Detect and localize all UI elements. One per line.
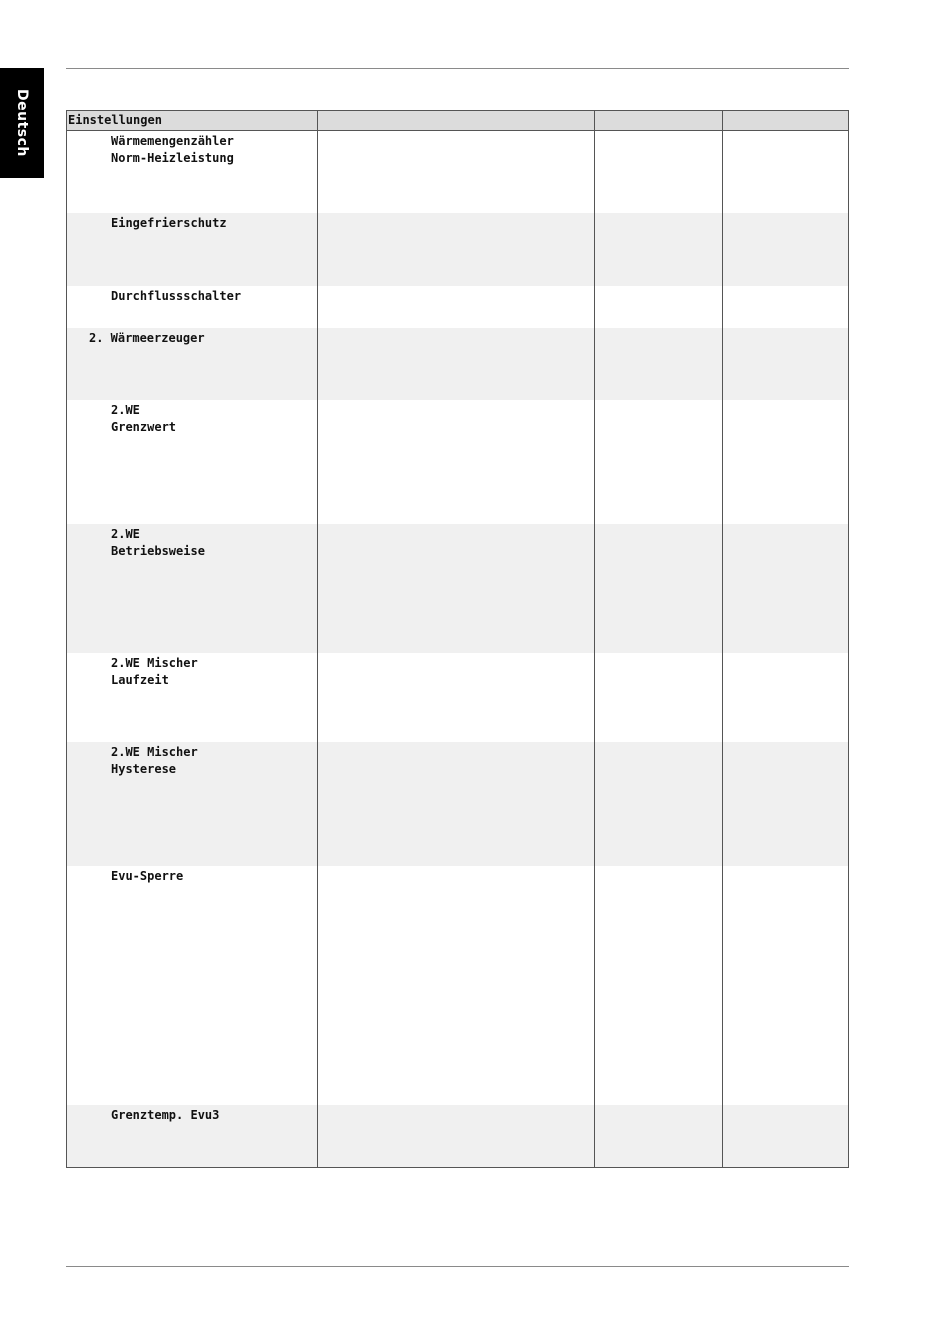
column-divider — [594, 111, 595, 1167]
table-row — [67, 328, 848, 400]
row-label: Eingefrierschutz — [111, 216, 227, 230]
table-row — [67, 400, 848, 524]
table-row — [67, 213, 848, 286]
table-row — [67, 1105, 848, 1167]
language-tab[interactable] — [0, 68, 44, 178]
row-label: 2. Wärmeerzeuger — [89, 331, 205, 345]
bottom-divider — [66, 1266, 849, 1267]
settings-table — [66, 110, 849, 1168]
row-label: 2.WE Grenzwert — [111, 403, 177, 434]
top-divider — [66, 68, 849, 69]
table-row — [67, 131, 848, 213]
table-row — [67, 653, 848, 742]
table-row — [67, 524, 848, 653]
row-label: 2.WE Mischer Laufzeit — [111, 656, 198, 687]
row-label: 2.WE Mischer Hysterese — [111, 745, 198, 776]
row-label: Grenztemp. Evu3 — [111, 1108, 220, 1122]
row-label: Evu-Sperre — [111, 869, 184, 883]
row-label: 2.WE Betriebsweise — [111, 527, 205, 558]
table-row — [67, 866, 848, 1105]
row-label: Wärmemengenzähler Norm-Heizleistung — [111, 134, 234, 165]
row-label: Durchflussschalter — [111, 289, 242, 303]
column-divider — [317, 111, 318, 1167]
table-row — [67, 286, 848, 328]
column-divider — [722, 111, 723, 1167]
table-row — [67, 742, 848, 866]
table-header — [67, 111, 848, 131]
language-tab-label: Deutsch — [14, 89, 30, 157]
header-settings-label: Einstellungen — [68, 113, 162, 127]
